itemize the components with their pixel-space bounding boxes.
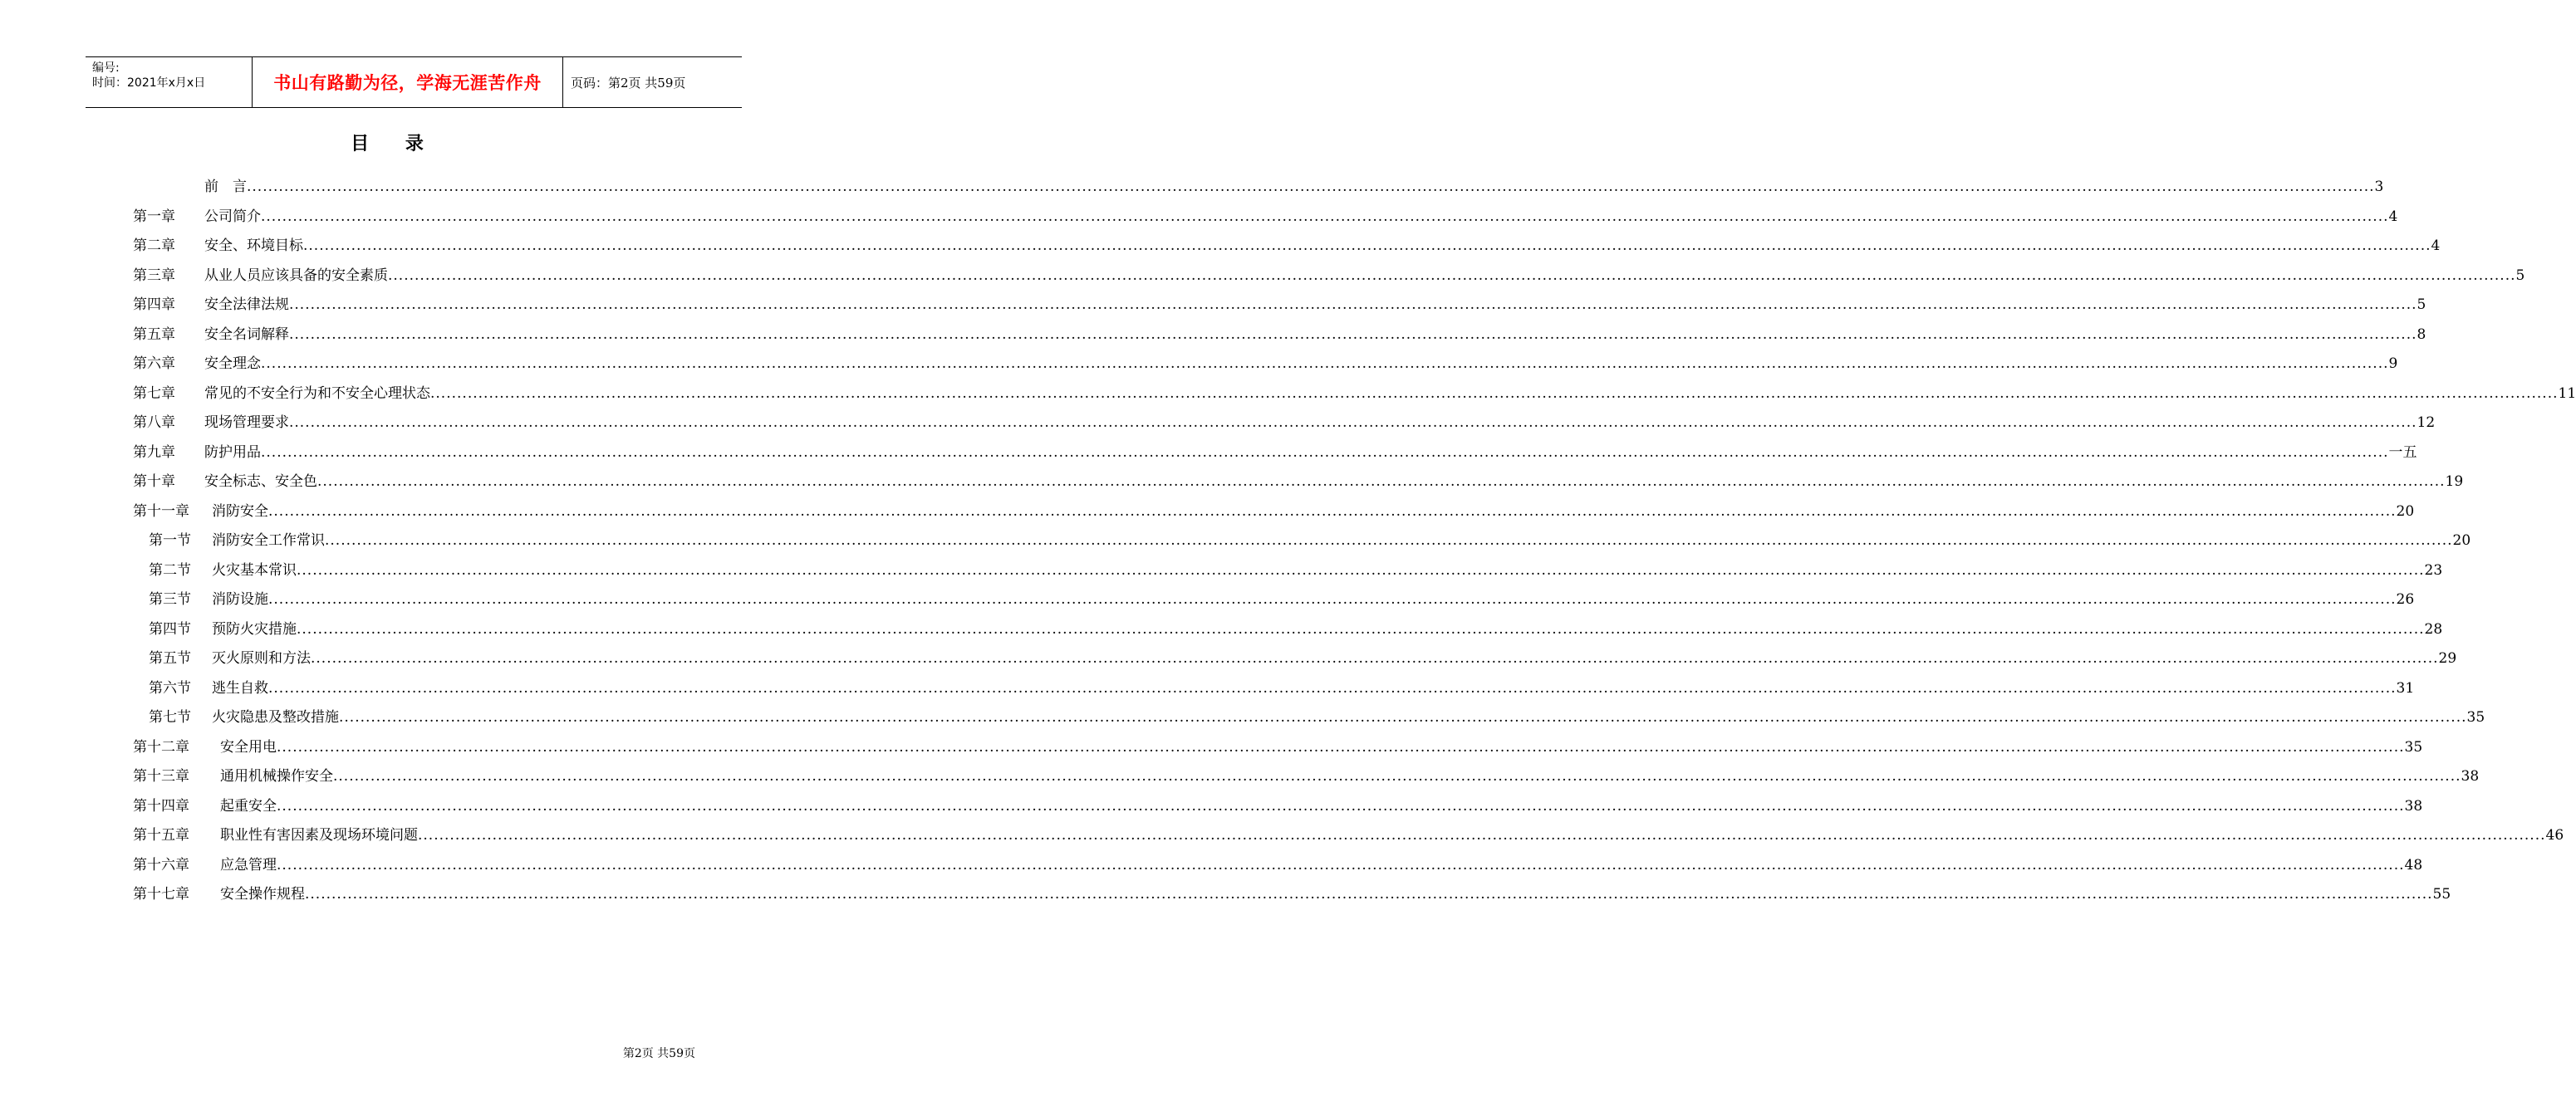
toc-dot-leader: ................................................................................................................................................................................................................................................................................................................................................................................................................: [268, 679, 2397, 697]
toc-dot-leader: ................................................................................................................................................................................................................................................................................................................................................................................................................: [247, 179, 2375, 195]
toc-dot-leader: ................................................................................................................................................................................................................................................................................................................................................................................................................: [430, 384, 2559, 402]
toc-entry-title: 消防安全工作常识: [212, 532, 325, 549]
toc-entry-title: 职业性有害因素及现场环境问题: [220, 827, 418, 844]
toc-entry-title: 通用机械操作安全: [220, 768, 333, 785]
toc-chapter-label: 第五节: [149, 650, 191, 667]
toc-entry-title: 消防安全: [212, 502, 268, 520]
toc-entry-title: 消防设施: [212, 591, 268, 608]
toc-entry-link[interactable]: [204, 438, 2417, 467]
page-footer: 第2页 共59页: [622, 1047, 695, 1060]
toc-page-number: 9: [2388, 355, 2398, 372]
header-motto: 书山有路勤为径，学海无涯苦作舟: [273, 73, 542, 93]
toc-dot-leader: ................................................................................................................................................................................................................................................................................................................................................................................................................: [277, 856, 2405, 874]
toc-entry-link[interactable]: [204, 172, 2384, 202]
toc-entry-link[interactable]: [204, 467, 2464, 497]
toc-page-number: 23: [2424, 561, 2443, 579]
toc-chapter-label: 第七节: [149, 709, 191, 726]
toc-row: [0, 644, 2457, 673]
toc-chapter-label: 第七章: [133, 384, 175, 402]
toc-chapter-label: 第三节: [149, 591, 191, 608]
toc-row: [0, 585, 2415, 614]
toc-page-number: 8: [2417, 326, 2426, 343]
toc-dot-leader: ................................................................................................................................................................................................................................................................................................................................................................................................................: [289, 326, 2417, 343]
toc-page-number: 12: [2417, 414, 2436, 431]
page-title: 目 录: [351, 134, 439, 154]
toc-entry-link[interactable]: [220, 850, 2423, 880]
toc-chapter-label: 第十四章: [133, 797, 189, 815]
toc-chapter-label: 第四节: [149, 620, 191, 638]
toc-chapter-label: 第一章: [133, 208, 175, 225]
header-number: 编号:: [92, 61, 120, 75]
toc-dot-leader: ................................................................................................................................................................................................................................................................................................................................................................................................................: [305, 886, 2433, 903]
toc-entry-link[interactable]: [220, 879, 2451, 909]
toc-chapter-label: 第十三章: [133, 768, 189, 785]
toc-page-number: 55: [2432, 886, 2451, 903]
toc-row: [0, 702, 2485, 732]
toc-entry-title: 前 言: [204, 179, 247, 195]
toc-entry-title: 安全、环境目标: [204, 237, 303, 254]
toc-dot-leader: ................................................................................................................................................................................................................................................................................................................................................................................................................: [325, 532, 2453, 549]
toc-entry-link[interactable]: [220, 732, 2423, 762]
toc-dot-leader: ................................................................................................................................................................................................................................................................................................................................................................................................................: [311, 650, 2439, 667]
toc-page-number: 38: [2461, 768, 2480, 785]
toc-entry-title: 防护用品: [204, 443, 261, 461]
toc-page-number: 4: [2388, 208, 2398, 225]
toc-entry-link[interactable]: [220, 791, 2423, 821]
toc-chapter-label: 第二章: [133, 237, 175, 254]
toc-row: [0, 379, 2576, 409]
toc-dot-leader: ................................................................................................................................................................................................................................................................................................................................................................................................................: [418, 827, 2546, 844]
toc-entry-title: 公司简介: [204, 208, 261, 225]
toc-entry-title: 安全名词解释: [204, 326, 289, 343]
toc-dot-leader: ................................................................................................................................................................................................................................................................................................................................................................................................................: [388, 267, 2516, 284]
toc-dot-leader: ................................................................................................................................................................................................................................................................................................................................................................................................................: [261, 355, 2389, 372]
toc-page-number: 5: [2417, 296, 2426, 313]
toc-page-number: 35: [2466, 709, 2485, 726]
toc-row: [0, 879, 2451, 909]
toc-entry-link[interactable]: [204, 290, 2426, 320]
toc-entry-link[interactable]: [204, 379, 2576, 409]
toc-entry-title: 逃生自救: [212, 679, 268, 697]
toc-dot-leader: ................................................................................................................................................................................................................................................................................................................................................................................................................: [268, 591, 2397, 608]
toc-row: [0, 556, 2443, 585]
toc-dot-leader: ................................................................................................................................................................................................................................................................................................................................................................................................................: [303, 237, 2431, 254]
toc-entry-link[interactable]: [204, 408, 2436, 438]
toc-entry-link[interactable]: [204, 231, 2441, 261]
header-meta: [86, 57, 253, 107]
toc-row: [0, 850, 2423, 880]
toc-chapter-label: 第六章: [133, 355, 175, 372]
toc-row: [0, 526, 2471, 556]
toc-row: [0, 231, 2441, 261]
toc-page-number: 4: [2431, 237, 2441, 254]
toc-dot-leader: ................................................................................................................................................................................................................................................................................................................................................................................................................: [333, 768, 2461, 785]
toc-chapter-label: 第五章: [133, 326, 175, 343]
toc-page-number: 26: [2396, 591, 2415, 608]
toc-row: [0, 761, 2480, 791]
toc-entry-link[interactable]: [220, 761, 2480, 791]
toc-entry-link[interactable]: [212, 556, 2443, 585]
toc-row: [0, 497, 2415, 526]
toc-chapter-label: 第一节: [149, 532, 191, 549]
toc-dot-leader: ................................................................................................................................................................................................................................................................................................................................................................................................................: [261, 443, 2389, 461]
toc-chapter-label: 第九章: [133, 443, 175, 461]
toc-entry-title: 安全标志、安全色: [204, 473, 317, 490]
toc-row: [0, 791, 2423, 821]
toc-row: [0, 614, 2443, 644]
toc-entry-link[interactable]: [212, 526, 2471, 556]
toc-dot-leader: ................................................................................................................................................................................................................................................................................................................................................................................................................: [297, 620, 2425, 638]
header-date: 时间：2021年x月x日: [92, 76, 206, 90]
toc-row: [0, 290, 2426, 320]
toc-row: [0, 320, 2426, 350]
toc-chapter-label: 第十一章: [133, 502, 189, 520]
toc-row: [0, 438, 2417, 467]
toc-entry-title: 火灾基本常识: [212, 561, 297, 579]
toc-row: [0, 820, 2564, 850]
toc-page-number: 46: [2545, 827, 2564, 844]
toc-dot-leader: ................................................................................................................................................................................................................................................................................................................................................................................................................: [339, 709, 2467, 726]
toc-chapter-label: 第八章: [133, 414, 175, 431]
toc-entry-title: 现场管理要求: [204, 414, 289, 431]
toc-entry-link[interactable]: [212, 585, 2415, 614]
toc-row: [0, 202, 2398, 232]
toc-entry-title: 从业人员应该具备的安全素质: [204, 267, 388, 284]
toc-page-number: 11: [2558, 384, 2576, 402]
toc-chapter-label: 第十六章: [133, 856, 189, 874]
toc-entry-link[interactable]: [212, 644, 2457, 673]
toc-entry-link[interactable]: [220, 820, 2564, 850]
toc-row: [0, 261, 2525, 291]
header-page-info: 页码：第2页 共59页: [571, 75, 686, 91]
toc-entry-title: 预防火灾措施: [212, 620, 297, 638]
toc-page-number: 31: [2396, 679, 2415, 697]
toc-entry-link[interactable]: [204, 202, 2398, 232]
toc-chapter-label: 第四章: [133, 296, 175, 313]
toc-row: [0, 732, 2423, 762]
toc-chapter-label: 第六节: [149, 679, 191, 697]
toc-dot-leader: ................................................................................................................................................................................................................................................................................................................................................................................................................: [261, 208, 2389, 225]
toc-entry-title: 安全理念: [204, 355, 261, 372]
toc-page-number: 3: [2374, 179, 2384, 195]
toc-row: [0, 673, 2415, 703]
toc-entry-title: 常见的不安全行为和不安全心理状态: [204, 384, 430, 402]
toc-entry-link[interactable]: [204, 261, 2525, 291]
toc-entry-link[interactable]: [204, 320, 2426, 350]
toc-page-number: 5: [2515, 267, 2525, 284]
toc-row: [0, 408, 2436, 438]
toc-dot-leader: ................................................................................................................................................................................................................................................................................................................................................................................................................: [317, 473, 2446, 490]
toc-page-number: 20: [2396, 502, 2415, 520]
toc-row: [0, 172, 2384, 202]
toc-chapter-label: 第十七章: [133, 886, 189, 903]
toc-chapter-label: 第十章: [133, 473, 175, 490]
toc-page-number: 29: [2438, 650, 2457, 667]
toc-page-number: 38: [2404, 797, 2423, 815]
toc-dot-leader: ................................................................................................................................................................................................................................................................................................................................................................................................................: [289, 296, 2417, 313]
toc-chapter-label: 第十二章: [133, 738, 189, 756]
toc-dot-leader: ................................................................................................................................................................................................................................................................................................................................................................................................................: [268, 502, 2397, 520]
toc-entry-link[interactable]: [204, 349, 2398, 379]
toc-page-number: 19: [2445, 473, 2464, 490]
toc-dot-leader: ................................................................................................................................................................................................................................................................................................................................................................................................................: [277, 738, 2405, 756]
toc-chapter-label: 第三章: [133, 267, 175, 284]
toc-entry-title: 灭火原则和方法: [212, 650, 311, 667]
toc-entry-link[interactable]: [212, 673, 2415, 703]
toc-entry-link[interactable]: [212, 702, 2485, 732]
toc-row: [0, 467, 2464, 497]
toc-page-number: 20: [2452, 532, 2471, 549]
toc-entry-link[interactable]: [212, 614, 2443, 644]
toc-dot-leader: ................................................................................................................................................................................................................................................................................................................................................................................................................: [289, 414, 2417, 431]
header-page-info-cell: [563, 57, 742, 107]
toc-entry-title: 起重安全: [220, 797, 277, 815]
toc-page-number: 35: [2404, 738, 2423, 756]
toc-chapter-label: 第二节: [149, 561, 191, 579]
page-header: [86, 56, 742, 108]
toc-entry-title: 安全用电: [220, 738, 277, 756]
toc-page-number: 28: [2424, 620, 2443, 638]
toc-row: [0, 349, 2398, 379]
toc-entry-title: 安全法律法规: [204, 296, 289, 313]
toc-chapter-label: 第十五章: [133, 827, 189, 844]
toc-entry-title: 安全操作规程: [220, 886, 305, 903]
header-motto-cell: [253, 57, 563, 107]
toc-page-number: 48: [2404, 856, 2423, 874]
toc-entry-title: 应急管理: [220, 856, 277, 874]
toc-dot-leader: ................................................................................................................................................................................................................................................................................................................................................................................................................: [277, 797, 2405, 815]
toc-entry-title: 火灾隐患及整改措施: [212, 709, 339, 726]
toc-entry-link[interactable]: [212, 497, 2415, 526]
toc-page-number: 一五: [2388, 443, 2417, 461]
toc-dot-leader: ................................................................................................................................................................................................................................................................................................................................................................................................................: [297, 561, 2425, 579]
